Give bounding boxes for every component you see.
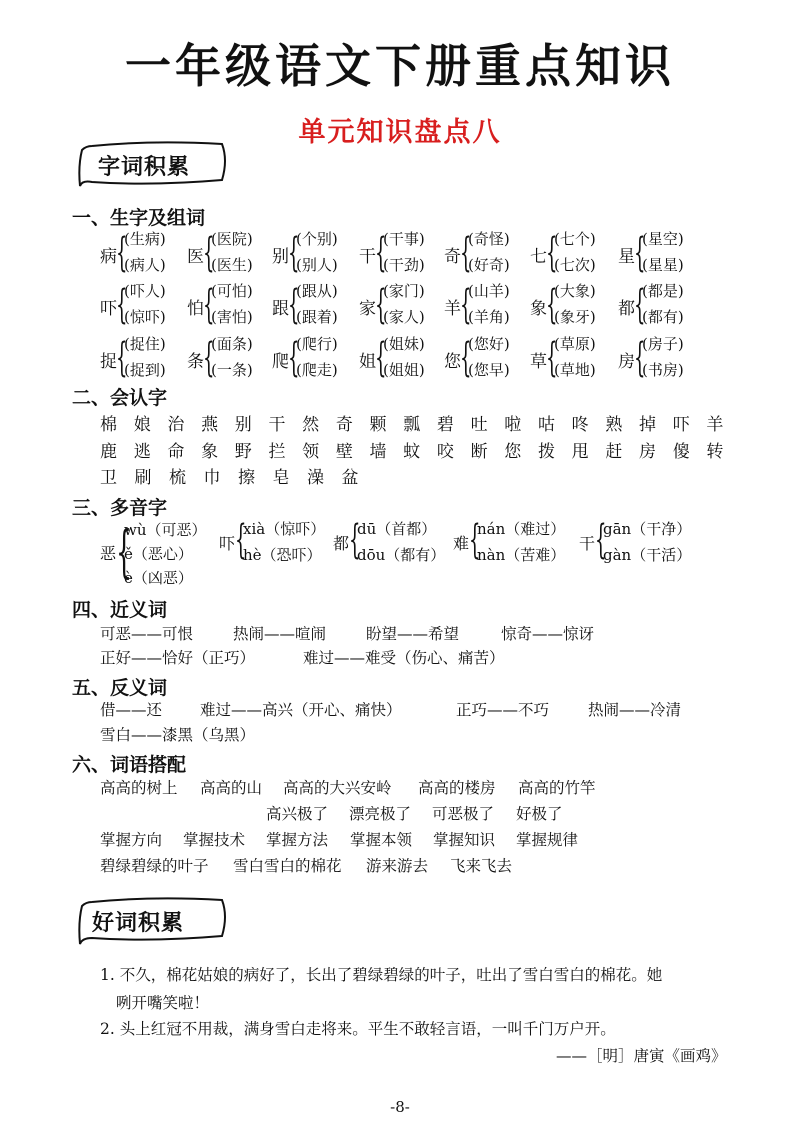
word-group-word: (惊吓)	[124, 308, 166, 326]
word-group-word: (家人)	[383, 308, 425, 326]
word-group-word: (医院)	[211, 230, 253, 248]
word-group-word: (好奇)	[468, 256, 510, 274]
collocation: 可恶极了	[432, 805, 495, 823]
polyphone-reading: hè（恐吓）	[243, 546, 322, 564]
polyphone-reading: xià（惊吓）	[243, 520, 326, 538]
brace-icon: {	[116, 520, 133, 585]
word-group-word: (七次)	[554, 256, 596, 274]
collocation: 好极了	[516, 805, 563, 823]
word-group-word: (山羊)	[468, 282, 510, 300]
word-group-word: (病人)	[124, 256, 166, 274]
word-group-word: (草原)	[554, 335, 596, 353]
word-group	[100, 333, 185, 385]
word-group-char: 条	[187, 352, 204, 372]
recognize-char: 澡	[307, 468, 324, 488]
word-group-char: 病	[100, 247, 117, 267]
word-group-word: (姐妹)	[383, 335, 425, 353]
polyphone-reading: gàn（干活）	[603, 546, 692, 564]
collocation: 雪白雪白的棉花	[233, 857, 342, 875]
collocation: 掌握规律	[516, 831, 579, 849]
recognize-char: 梳	[169, 468, 186, 488]
brace-icon: {	[235, 517, 247, 563]
word-group-word: (羊角)	[468, 308, 510, 326]
word-group-char: 干	[359, 247, 376, 267]
good-sentence-1a: 1. 不久，棉花姑娘的病好了，长出了碧绿碧绿的叶子，吐出了雪白雪白的棉花。她	[100, 966, 663, 984]
polyphone-char: 恶	[100, 544, 117, 563]
word-group	[444, 280, 529, 332]
recognize-char: 巾	[203, 468, 221, 488]
word-group	[359, 228, 444, 280]
recognize-char: 咚	[571, 415, 589, 435]
page-title: 一年级语文下册重点知识	[125, 39, 675, 93]
word-group	[100, 228, 185, 280]
word-group	[444, 228, 529, 280]
word-group-word: (害怕)	[211, 308, 253, 326]
section-heading-2: 二、会认字	[72, 387, 168, 409]
recognize-char: 奇	[335, 415, 353, 435]
recognize-char: 逃	[133, 442, 151, 462]
synonym-pair: 盼望——希望	[366, 625, 460, 643]
recognize-char: 鹿	[100, 442, 117, 462]
antonym-pair: 难过——高兴（开心、痛快）	[200, 701, 402, 719]
word-group-word: (爬走)	[296, 361, 338, 379]
word-group-word: (跟着)	[296, 308, 338, 326]
recognize-char: 卫	[100, 468, 117, 488]
brace-icon: {	[203, 335, 215, 381]
collocation: 掌握知识	[433, 831, 496, 849]
word-group-word: (家门)	[383, 282, 425, 300]
recognize-char: 拦	[268, 442, 286, 462]
polyphone-char: 难	[453, 534, 470, 553]
recognize-char: 啦	[504, 415, 522, 435]
polyphone-item	[579, 517, 709, 597]
brace-icon: {	[288, 335, 300, 381]
good-sentence-2: 2. 头上红冠不用裁，满身雪白走将来。平生不敢轻言语，一叫千门万户开。	[100, 1020, 616, 1038]
poem-source: ——［明］唐寅《画鸡》	[556, 1047, 727, 1065]
polyphone-char: 吓	[219, 534, 236, 553]
word-group-word: (捉住)	[124, 335, 166, 353]
word-group-word: (都是)	[642, 282, 684, 300]
word-group-char: 捉	[100, 352, 117, 372]
brace-icon: {	[634, 282, 646, 328]
recognize-char: 别	[234, 415, 252, 435]
word-group-word: (别人)	[296, 256, 338, 274]
polyphone-reading: gān（干净）	[603, 520, 692, 538]
recognize-char: 领	[302, 442, 320, 462]
word-group-char: 怕	[187, 299, 204, 319]
collocation: 漂亮极了	[349, 805, 412, 823]
recognize-char: 断	[470, 442, 488, 462]
word-group-word: (爬行)	[296, 335, 338, 353]
collocation: 高高的楼房	[418, 779, 496, 797]
recognize-char: 吓	[672, 415, 690, 435]
word-group	[530, 333, 615, 385]
word-group-char: 奇	[444, 247, 461, 267]
collocation: 掌握方向	[100, 831, 163, 849]
collocation: 飞来飞去	[450, 857, 513, 875]
recognize-char: 碧	[436, 415, 454, 435]
collocation: 高高的大兴安岭	[283, 779, 392, 797]
word-group-char: 七	[530, 247, 547, 267]
brace-icon: {	[288, 282, 300, 328]
polyphone-reading: è（凶恶）	[124, 569, 193, 587]
word-group-char: 您	[444, 352, 461, 372]
collocation: 掌握方法	[266, 831, 329, 849]
collocation: 高兴极了	[266, 805, 329, 823]
word-group-word: (七个)	[554, 230, 596, 248]
recognize-row	[100, 437, 740, 462]
recognize-char: 转	[706, 442, 724, 462]
word-group-word: (奇怪)	[468, 230, 510, 248]
recognize-char: 瓢	[403, 415, 421, 435]
recognize-row	[100, 463, 740, 488]
polyphone-item	[453, 517, 583, 597]
polyphone-reading: ě（恶心）	[124, 545, 193, 563]
polyphone-char: 干	[579, 534, 596, 553]
recognize-char: 壁	[335, 442, 353, 462]
brace-icon: {	[349, 517, 361, 563]
word-group-word: (大象)	[554, 282, 596, 300]
recognize-char: 熟	[605, 415, 623, 435]
word-group-word: (医生)	[211, 256, 253, 274]
word-group-word: (您早)	[468, 361, 510, 379]
word-group-word: (草地)	[554, 361, 596, 379]
brace-icon: {	[595, 517, 607, 563]
collocation: 碧绿碧绿的叶子	[100, 857, 209, 875]
antonym-pair: 借——还	[100, 701, 163, 719]
recognize-char: 颗	[369, 415, 387, 435]
section-heading-5: 五、反义词	[72, 677, 168, 699]
word-group-word: (星空)	[642, 230, 684, 248]
recognize-char: 咬	[436, 442, 454, 462]
brace-icon: {	[375, 335, 387, 381]
word-group-char: 姐	[359, 352, 376, 372]
word-group	[272, 280, 357, 332]
brace-icon: {	[634, 335, 646, 381]
word-group	[530, 228, 615, 280]
synonym-pair: 正好——恰好（正巧）	[100, 649, 256, 667]
brace-icon: {	[116, 230, 128, 276]
collocation: 掌握本领	[350, 831, 413, 849]
good-sentence-1b: 咧开嘴笑啦！	[116, 994, 210, 1012]
brace-icon: {	[203, 230, 215, 276]
brace-icon: {	[469, 517, 481, 563]
word-group	[530, 280, 615, 332]
recognize-char: 棉	[100, 415, 117, 435]
recognize-char: 拨	[537, 442, 555, 462]
word-group-char: 草	[530, 352, 547, 372]
recognize-char: 咕	[537, 415, 555, 435]
antonym-pair: 热闹——冷清	[588, 701, 682, 719]
section-heading-4: 四、近义词	[72, 599, 168, 621]
recognize-char: 命	[167, 442, 185, 462]
recognize-char: 擦	[238, 468, 255, 488]
recognize-char: 羊	[706, 415, 724, 435]
word-group-word: (可怕)	[211, 282, 253, 300]
recognize-char: 娘	[133, 415, 151, 435]
page-number: -8-	[390, 1098, 410, 1116]
brace-icon: {	[634, 230, 646, 276]
recognize-char: 赶	[605, 442, 623, 462]
word-group-char: 别	[272, 247, 289, 267]
recognize-char: 野	[234, 442, 252, 462]
word-group-word: (一条)	[211, 361, 253, 379]
brace-icon: {	[546, 230, 558, 276]
brace-icon: {	[546, 335, 558, 381]
recognize-char: 干	[268, 415, 286, 435]
recognize-char: 房	[639, 442, 656, 462]
word-group	[618, 228, 703, 280]
polyphone-item	[100, 517, 230, 597]
word-group	[359, 333, 444, 385]
word-group-word: (捉到)	[124, 361, 166, 379]
recognize-char: 您	[504, 442, 522, 462]
polyphone-reading: dōu（都有）	[357, 546, 446, 564]
polyphone-reading: nàn（苦难）	[477, 546, 566, 564]
box-label-good-words: 好词积累	[92, 910, 185, 936]
synonym-pair: 惊奇——惊讶	[501, 625, 595, 643]
antonym-pair: 雪白——漆黑（乌黑）	[100, 726, 256, 744]
word-group	[272, 228, 357, 280]
word-group	[618, 280, 703, 332]
recognize-char: 皂	[272, 468, 290, 488]
polyphone-reading: dū（首都）	[357, 520, 437, 538]
recognize-char: 掉	[639, 415, 656, 435]
word-group-word: (房子)	[642, 335, 684, 353]
word-group	[187, 280, 272, 332]
polyphone-char: 都	[333, 534, 350, 553]
collocation: 高高的树上	[100, 779, 178, 797]
word-group-char: 都	[618, 299, 635, 319]
section-heading-6: 六、词语搭配	[72, 754, 187, 776]
brace-icon: {	[460, 282, 472, 328]
word-group	[187, 333, 272, 385]
word-group	[100, 280, 185, 332]
recognize-row	[100, 410, 740, 435]
brace-icon: {	[375, 282, 387, 328]
recognize-char: 然	[302, 415, 320, 435]
word-group-word: (干劲)	[383, 256, 425, 274]
brace-icon: {	[460, 335, 472, 381]
recognize-char: 盆	[341, 468, 359, 488]
word-group	[618, 333, 703, 385]
brace-icon: {	[116, 335, 128, 381]
word-group	[359, 280, 444, 332]
brace-icon: {	[375, 230, 387, 276]
word-group-word: (星星)	[642, 256, 684, 274]
brace-icon: {	[116, 282, 128, 328]
recognize-char: 治	[167, 415, 185, 435]
synonym-pair: 热闹——喧闹	[233, 625, 327, 643]
recognize-char: 甩	[571, 442, 589, 462]
word-group-char: 医	[187, 247, 204, 267]
section-heading-1: 一、生字及组词	[72, 207, 206, 229]
brace-icon: {	[288, 230, 300, 276]
word-group-word: (姐姐)	[383, 361, 425, 379]
word-group-word: (都有)	[642, 308, 684, 326]
word-group-char: 家	[359, 299, 376, 319]
recognize-char: 燕	[201, 415, 219, 435]
unit-subtitle: 单元知识盘点八	[298, 117, 502, 148]
word-group-char: 羊	[444, 299, 461, 319]
word-group	[187, 228, 272, 280]
word-group-word: (面条)	[211, 335, 253, 353]
word-group-char: 爬	[272, 352, 289, 372]
polyphone-reading: wù（可恶）	[124, 521, 207, 539]
collocation: 游来游去	[366, 857, 429, 875]
section-heading-3: 三、多音字	[72, 497, 168, 519]
collocation: 掌握技术	[183, 831, 246, 849]
word-group-word: (您好)	[468, 335, 510, 353]
recognize-char: 傻	[672, 442, 690, 462]
collocation: 高高的竹竿	[518, 779, 596, 797]
polyphone-item	[219, 517, 349, 597]
word-group-char: 象	[530, 299, 547, 319]
synonym-pair: 可恶——可恨	[100, 625, 194, 643]
word-group-word: (象牙)	[554, 308, 596, 326]
word-group-char: 吓	[100, 299, 117, 319]
word-group-word: (书房)	[642, 361, 684, 379]
synonym-pair: 难过——难受（伤心、痛苦）	[303, 649, 505, 667]
box-label-words: 字词积累	[98, 154, 191, 180]
word-group	[444, 333, 529, 385]
recognize-char: 蚊	[403, 442, 421, 462]
polyphone-item	[333, 517, 463, 597]
word-group-word: (干事)	[383, 230, 425, 248]
brace-icon: {	[546, 282, 558, 328]
collocation: 高高的山	[200, 779, 263, 797]
word-group-char: 跟	[272, 299, 289, 319]
recognize-char: 刷	[134, 468, 152, 488]
word-group-word: (生病)	[124, 230, 166, 248]
word-group-word: (跟从)	[296, 282, 338, 300]
recognize-char: 象	[201, 442, 219, 462]
recognize-char: 墙	[369, 442, 387, 462]
recognize-char: 吐	[470, 415, 488, 435]
word-group	[272, 333, 357, 385]
antonym-pair: 正巧——不巧	[456, 701, 550, 719]
word-group-word: (吓人)	[124, 282, 166, 300]
brace-icon: {	[460, 230, 472, 276]
brace-icon: {	[203, 282, 215, 328]
polyphone-reading: nán（难过）	[477, 520, 566, 538]
word-group-word: (个别)	[296, 230, 338, 248]
word-group-char: 星	[618, 247, 635, 267]
word-group-char: 房	[618, 352, 635, 372]
